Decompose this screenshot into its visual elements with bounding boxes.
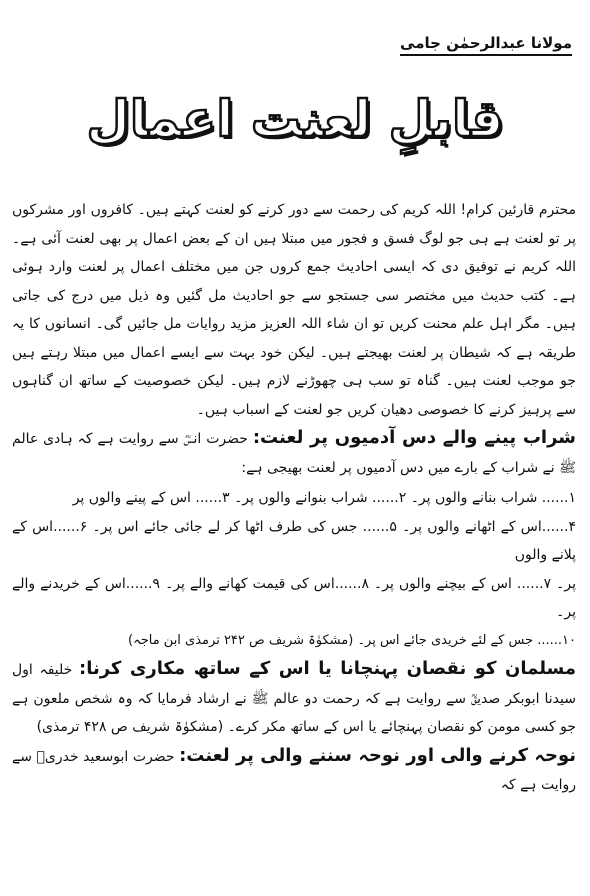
section-heading: مسلمان کو نقصان پہنچانا یا اس کے ساتھ مکاری کرنا:	[79, 658, 576, 679]
section-wailing	[12, 742, 576, 800]
intro-paragraph: محترم قارئین کرام! اللہ کریم کی رحمت سے دور کرنے کو لعنت کہتے ہیں۔ کافروں اور مشرکوں پر تو لعنت ہے ہی جو لوگ فسق و فجور میں مبتلا ہیں ان کے بعض اعمال پر بھی لعنت آئی ہے۔ اللہ کریم نے توفیق دی کہ ایسی احادیث جمع کروں جن میں مختلف اعمال پر لعنت وارد ہوئی ہے۔ کتب حدیث میں مختصر سی جستجو سے جو احادیث مل گئیں وہ ذیل میں درج کی جاتی ہیں۔ مگر اہل علم محنت کریں تو ان شاء اللہ العزیز مزید روایات مل جائیں گی۔ انسانوں کا یہ طریقہ ہے کہ شیطان پر لعنت بھیجتے ہیں۔ لیکن خود بہت سے ایسے اعمال میں مبتلا رہتے ہیں جو موجب لعنت ہیں۔ گناہ تو سب ہی چھوڑنے لازم ہیں۔ لیکن خصوصیت کے ساتھ ان گناہوں سے پرہیز کرنے کا خصوصی دھیان کریں جو لعنت کے اسباب ہیں۔	[12, 202, 576, 418]
section-lead: خلیفہ اول سیدنا ابوبکر صدیقؓ سے روایت ہے کہ رحمت دو عالم ﷺ نے ارشاد فرمایا کہ وہ شخص ملعون ہے جو کسی مومن کو نقصان پہنچائے یا اس کے ساتھ مکر کرے۔ (مشکوٰۃ شریف ص ۴۲۸ ترمذی)	[12, 662, 576, 735]
section-harm	[12, 655, 576, 742]
hadith-list	[12, 484, 576, 655]
article-title: قابلِ لعنت اعمال	[86, 90, 504, 148]
list-item: ۴......اس کے اٹھانے والوں پر۔ ۵...... جس کی طرف اٹھا کر لے جائی جائے اس پر۔ ۶......اس کے پلانے والوں	[12, 518, 576, 563]
section-lead: حضرت انسؓ سے روایت ہے کہ ہادی عالم ﷺ نے شراب کے بارے میں دس آدمیوں پر لعنت بھیجی ہے:	[12, 431, 576, 476]
section-lead: حضرت ابوسعید خدریؓ سے روایت ہے کہ	[12, 748, 576, 793]
section-drinking	[12, 424, 576, 482]
title-banner	[0, 84, 590, 154]
author-name: مولانا عبدالرحمٰن جامی	[400, 34, 572, 56]
list-item: پر۔ ۷...... اس کے بیچنے والوں پر۔ ۸......اس کی قیمت کھانے والے پر۔ ۹......اس کے خریدنے والے پر۔	[12, 575, 576, 620]
list-item: ۱۰...... جس کے لئے خریدی جائے اس پر۔ (مشکوٰۃ شریف ص ۲۴۲ ترمذی ابن ماجہ)	[128, 632, 576, 648]
article-body	[12, 196, 576, 800]
section-heading: نوحہ کرنے والی اور نوحہ سننے والی پر لعنت:	[179, 744, 576, 766]
section-heading: شراب پینے والے دس آدمیوں پر لعنت:	[252, 427, 576, 448]
list-item: ۱...... شراب بنانے والوں پر۔ ۲...... شراب بنوانے والوں پر۔ ۳...... اس کے پینے والوں پر	[72, 490, 576, 506]
